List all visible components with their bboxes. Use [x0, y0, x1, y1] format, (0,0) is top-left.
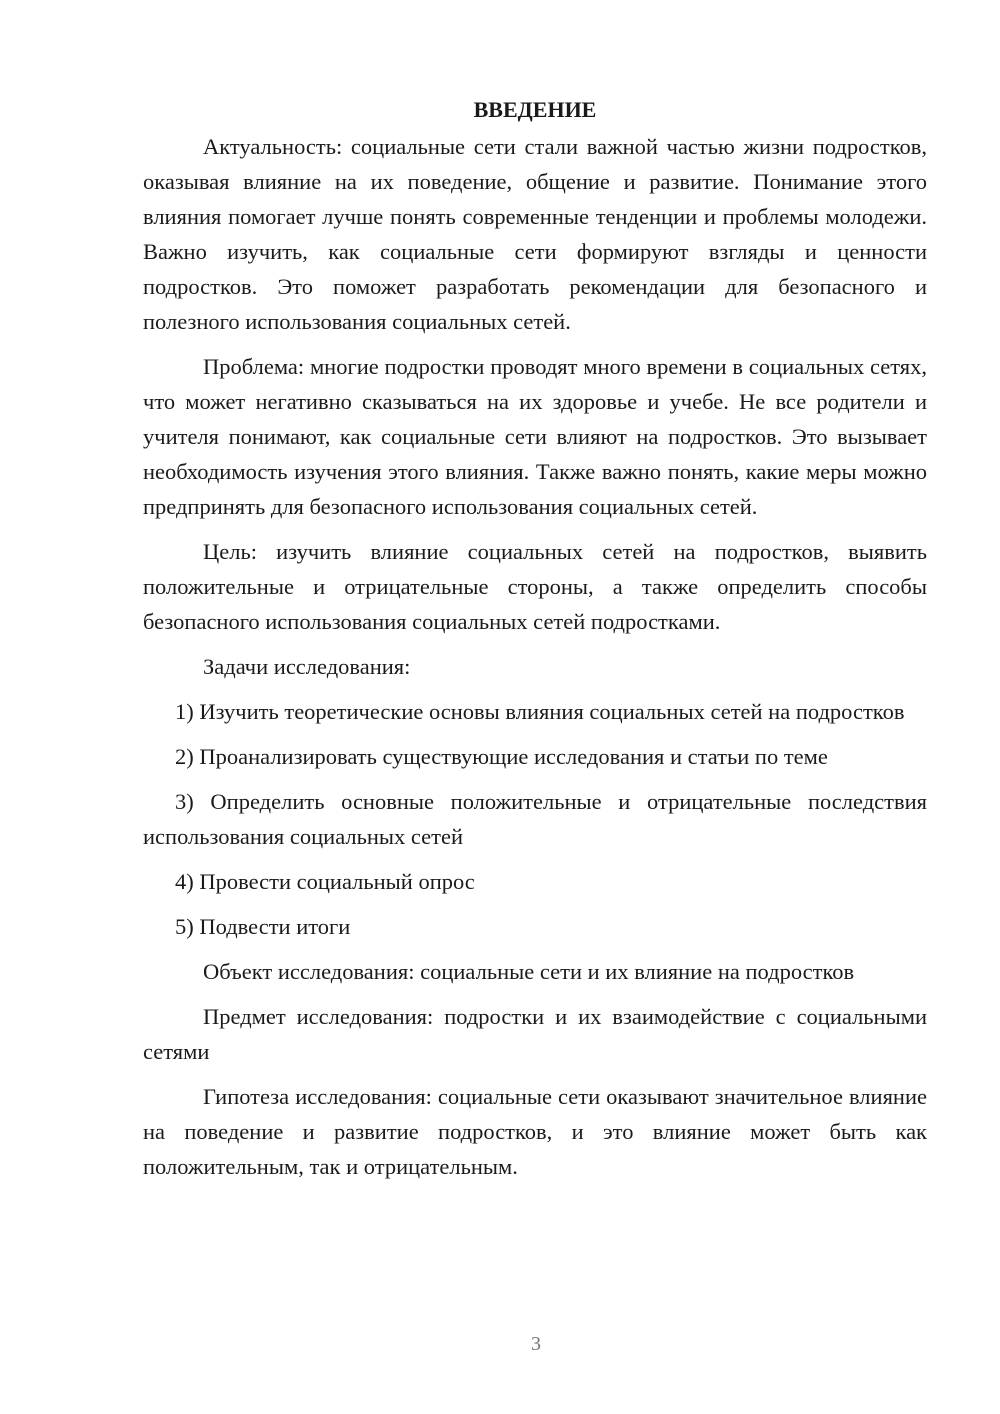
tasks-heading: Задачи исследования: [203, 654, 411, 679]
task-item-2: 2) Проанализировать существующие исследования и статьи по теме [175, 744, 828, 769]
paragraph-goal: Цель: изучить влияние социальных сетей на подростков, выявить положительные и отрицательные стороны, а также определить способы безопасного использования социальных сетей подростками. [143, 539, 927, 634]
task-item-1: 1) Изучить теоретические основы влияния социальных сетей на подростков [175, 699, 905, 724]
paragraph-object: Объект исследования: социальные сети и их влияние на подростков [203, 959, 855, 984]
page-number: 3 [531, 1333, 541, 1355]
page-title: ВВЕДЕНИЕ [473, 97, 597, 122]
task-item-4: 4) Провести социальный опрос [175, 869, 475, 894]
task-item-3: 3) Определить основные положительные и отрицательные последствия использования социальных сетей [143, 789, 927, 849]
paragraph-subject: Предмет исследования: подростки и их взаимодействие с социальными сетями [143, 1004, 927, 1064]
paragraph-relevance: Актуальность: социальные сети стали важной частью жизни подростков, оказывая влияние на их поведение, общение и развитие. Понимание этого влияния помогает лучше понять современные тенденции и проблемы молодежи. Важно изучить, как социальные сети формируют взгляды и ценности подростков. Это поможет разработать рекомендации для безопасного и полезного использования социальных сетей. [143, 134, 927, 334]
paragraph-problem: Проблема: многие подростки проводят много времени в социальных сетях, что может негативно сказываться на их здоровье и учебе. Не все родители и учителя понимают, как социальные сети влияют на подростков. Это вызывает необходимость изучения этого влияния. Также важно понять, какие меры можно предпринять для безопасного использования социальных сетей. [143, 354, 927, 519]
paragraph-hypothesis: Гипотеза исследования: социальные сети оказывают значительное влияние на поведение и развитие подростков, и это влияние может быть как положительным, так и отрицательным. [143, 1084, 927, 1179]
task-item-5: 5) Подвести итоги [175, 914, 351, 939]
document-body [143, 92, 927, 1194]
